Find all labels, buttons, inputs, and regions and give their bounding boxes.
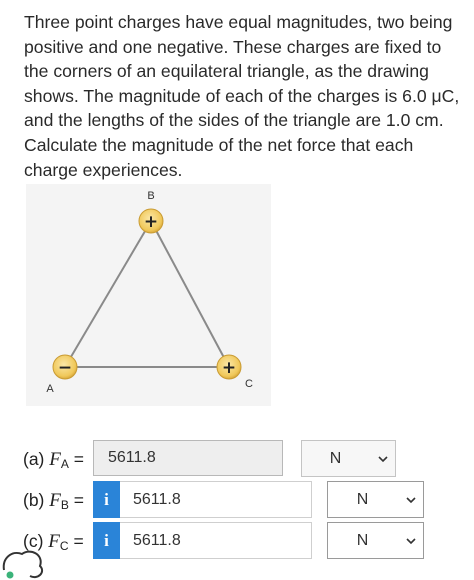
unit-select-c[interactable]	[327, 522, 424, 559]
part-label: (b)	[23, 490, 45, 510]
answer-input-c[interactable]: 5611.8	[120, 522, 312, 559]
side-bc	[151, 221, 229, 367]
chevron-down-icon	[377, 453, 389, 465]
answer-row-a	[0, 440, 474, 478]
triangle-figure	[26, 184, 271, 406]
label-c: C	[245, 378, 253, 390]
answer-row-c	[0, 522, 474, 560]
unit-select-a[interactable]	[301, 440, 396, 477]
force-symbol: F	[49, 490, 61, 511]
equals-sign: =	[73, 531, 84, 551]
answer-label-a	[23, 440, 84, 478]
answer-label-b	[23, 481, 84, 519]
chevron-down-icon	[405, 535, 417, 547]
part-label: (c)	[23, 531, 44, 551]
force-subscript: B	[60, 498, 69, 512]
force-subscript: C	[59, 539, 69, 553]
charge-b-sign: +	[143, 212, 159, 232]
force-symbol: F	[49, 449, 61, 470]
equals-sign: =	[73, 490, 84, 510]
unit-select-b[interactable]	[327, 481, 424, 518]
unit-value: N	[329, 450, 342, 467]
triangle-diagram	[26, 184, 271, 406]
charge-c-sign: +	[221, 358, 237, 378]
problem-statement: Three point charges have equal magnitudes, two being positive and one negative. These charges are fixed to the corners of an equilateral triangle, as the drawing shows. The magnitude of each of the charges is 6.0 μC, and the lengths of the sides of the triangle are 1.0 cm. Calculate the magnitude of the net force that each charge experiences.	[24, 12, 460, 180]
charge-a-sign: −	[57, 358, 73, 378]
answer-input-a[interactable]: 5611.8	[93, 440, 283, 476]
answer-row-b	[0, 481, 474, 519]
info-button-c[interactable]: i	[93, 522, 120, 559]
equals-sign: =	[73, 449, 84, 469]
part-label: (a)	[23, 449, 45, 469]
answer-input-b[interactable]: 5611.8	[120, 481, 312, 518]
floating-widget-icon[interactable]	[0, 540, 50, 580]
unit-value: N	[356, 532, 369, 549]
label-b: B	[147, 190, 155, 202]
force-subscript: A	[60, 457, 69, 471]
chevron-down-icon	[405, 494, 417, 506]
label-a: A	[46, 383, 54, 395]
unit-value: N	[356, 491, 369, 508]
info-button-b[interactable]: i	[93, 481, 120, 518]
force-symbol: F	[48, 531, 60, 552]
side-ab	[65, 221, 151, 367]
